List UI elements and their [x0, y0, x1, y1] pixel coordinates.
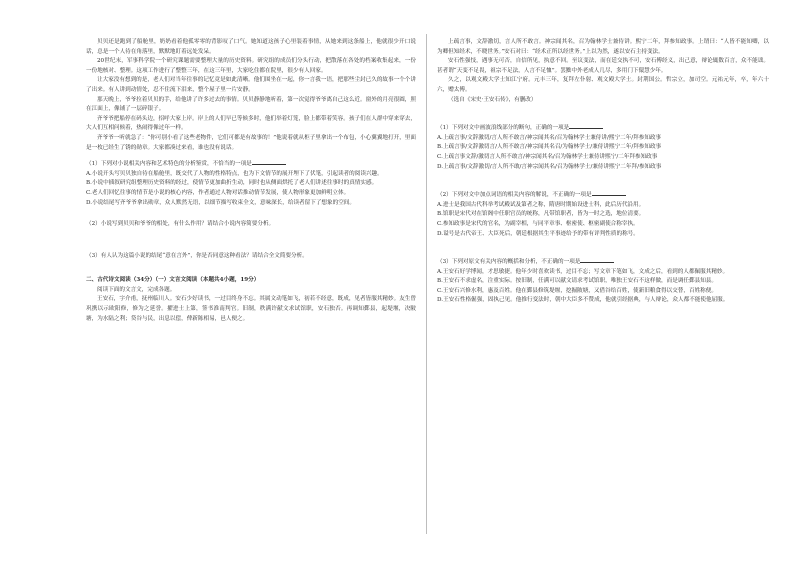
option-a: A.小说开头写贝贝独自待在船舱里，既交代了人物的性格特点，也为下文情节的展开埋下了伏笔，引起读者的阅读兴趣。 — [86, 170, 383, 177]
question-2-stem: （2）小说写到贝贝和爷爷的相处，有什么作用？请结合小说内容简要分析。 — [86, 221, 275, 228]
option-a: A.王安石好学博闻，才思敏捷。他年少时喜欢读书，过目不忘；写文章下笔如飞，文成之后，看到的人都佩服其精妙。 — [437, 268, 729, 275]
wenyan-paragraph: 王安石，字介甫，抚州临川人。安石少好读书，一过目终身不忘。其属文动笔如飞，初若不经意，既成，见者皆服其精妙。友生曾巩携以示欧阳修，修为之延誉。擢进士上第，签书淮南判官。旧制，秩满许献文求试馆职，安石独否。再调知鄞县，起堤堰，决陂塘，为水陆之利；贷谷与民，出息以偿，俾新陈相易，邑人便之。 — [86, 296, 416, 322]
column-divider — [426, 34, 427, 534]
option-d: D.小说结尾写齐爷爷拿出勋章，众人默然无语，以细节描写收束全文，意味深长，给读者留下了想象的空间。 — [86, 199, 355, 206]
wenyan-paragraph: 久之，以观文殿大学士知江宁府。元丰三年，复拜左仆射、观文殿大学士。封荆国公。哲宗立，加司空。元祐元年，卒，年六十六，赠太傅。 — [437, 77, 769, 93]
option-c: C.老人们回忆往事的情节是小说的核心内容，作者通过人物对话推动情节发展，使人物形象更加鲜明立体。 — [86, 189, 350, 196]
option-c: C.参知政事是宋代的官名，为副宰相，与同平章事、枢密使、枢密副使合称宰执。 — [437, 220, 639, 227]
question-1-stem: （1）下列对文中画波浪线部分的断句，正确的一项是 — [437, 121, 769, 134]
question-2-stem: （2）下列对文中加点词语的相关内容的解说，不正确的一项是 — [437, 188, 769, 201]
passage-paragraph: 齐爷爷一听就急了：“你可别小看了这些老物件，它们可都是有故事的！”他说着就从柜子里拿出一个布包，小心翼翼地打开，里面是一枚已经生了锈的勋章。大家都凑过来看，谁也没有说话。 — [86, 134, 416, 151]
passage-paragraph: 齐爷爷把船停在码头边，招呼大家上岸。岸上的人们早已等候多时，他们举着灯笼，脸上都带着笑容。孩子们在人群中穿来穿去，大人们互相问候着，热闹得像过年一样。 — [86, 115, 416, 132]
option-b: B.馆职是宋代对在馆阁中任职官员的统称，凡带馆职者，皆为一时之选，地位清要。 — [437, 211, 645, 218]
answer-blank — [592, 188, 626, 196]
question-3-stem: （3）有人认为这篇小说的结尾“意在言外”，你是否同意这种看法？请结合全文简要分析。 — [86, 252, 308, 259]
passage-paragraph: 20世纪末，军事科学院一个研究课题需要整理大量的历史资料。研究组的成员们分头行动，把散落在各处的档案收集起来，一份一份地核对、整理。这项工作进行了整整三年，在这三年里，大家吃住都在院里，很少有人回家。 — [86, 58, 416, 74]
passage-paragraph: 贝贝还是跑到了船舱里，奶奶看着他孤零零的背影叹了口气。她知道这孩子心里装着事情，从她来到这条船上，他就很少开口说话，总是一个人待在角落里，默默地盯着远处发呆。 — [86, 39, 416, 55]
section-heading: 二、古代诗文阅读（34分）（一）文言文阅读（本题共4小题，19分） — [86, 277, 260, 284]
wenyan-paragraph: 上疏言事，文辞激切，言人所不敢言。神宗闻其名，召为翰林学士兼侍讲。熙宁二年，拜参知政事。上谓曰：“人皆不能知卿，以为卿但知经术，不晓世务。”安石对曰：“经术正所以经世务。”上以为然，遂以安石主持变法。 — [437, 39, 769, 55]
left-column — [86, 38, 416, 324]
option-d: D.王安石性格倔强，固执己见。他推行变法时，朝中大臣多不赞成，他就引经据典，与人辩论，众人都不能使他屈服。 — [437, 297, 729, 304]
option-b: B.王安石不求虚名，注重实际。按旧制，任满可以献文请求考试馆职，唯独王安石不这样做，而是调任鄞县知县。 — [437, 278, 717, 285]
passage-paragraph: 让大家没有想到的是，老人们对当年往事的记忆竟是如此清晰。他们围坐在一起，你一言我一语，把那些尘封已久的故事一个个讲了出来。有人讲到动情处，忍不住流下泪来，整个屋子里一片安静。 — [86, 77, 416, 93]
option-d: D.上疏言事/文辞激切/言人所不敢/言神宗闻其名/召为翰林学士/兼侍讲熙宁二年拜/参知政事 — [437, 163, 662, 170]
right-column — [437, 38, 769, 306]
option-c: C.王安石兴修水利，惠及百姓。他在鄞县修筑堤堰，挖掘陂塘，又借谷给百姓，使新旧粮食得以交替，百姓称便。 — [437, 287, 717, 294]
option-b: B.上疏言事/文辞激切言/人所不敢言/神宗闻其名召/为翰林学士/兼侍讲熙宁二年/拜参知政事 — [437, 144, 662, 151]
answer-blank — [580, 255, 614, 263]
option-a: A.上疏言事/文辞激切/言人所不敢言/神宗闻其名/召为翰林学士兼侍讲/熙宁二年/拜参知政事 — [437, 134, 662, 141]
answer-blank — [252, 157, 286, 165]
source-note: （选自《宋史·王安石传》，有删改） — [448, 96, 537, 103]
option-b: B.小说中插叙研究组整理历史资料的经过，使情节更加曲折生动，同时也从侧面烘托了老人们讲述往事时的真情实感。 — [86, 180, 378, 187]
wenyan-paragraph: 安石性强忮，遇事无可否，自信所见，执意不回。至议变法，而在廷交执不可，安石傅经义，出己意，辩论辄数百言，众不能诎。甚者谓“天变不足畏，祖宗不足法，人言不足恤”。罢黜中外老成人几尽，多用门下儇慧少年。 — [437, 58, 769, 74]
option-d: D.谥号是古代帝王、大臣死后，朝廷根据其生平事迹给予的带有评判性质的称号。 — [437, 230, 639, 237]
question-3-stem: （3）下列对原文有关内容的概括和分析，不正确的一项是 — [437, 255, 769, 268]
reading-instruction: 阅读下面的文言文，完成各题。 — [97, 286, 176, 293]
question-1-stem: （1）下列对小说相关内容和艺术特色的分析鉴赏，不恰当的一项是 — [86, 157, 416, 170]
option-c: C.上疏言事文辞/激切言人所不敢言/神宗闻其名/召为翰林学士兼侍讲熙宁/二年拜参知政事 — [437, 153, 658, 160]
answer-blank — [569, 121, 603, 129]
option-a: A.进士是我国古代科举考试殿试及第者之称，隋唐时期始设进士科，此后历代沿用。 — [437, 201, 645, 208]
passage-paragraph: 那天晚上，爷爷拉着贝贝的手，给他讲了许多过去的事情。贝贝静静地听着，第一次觉得爷爷离自己这么近。窗外的月亮很圆，照在江面上，像铺了一层碎银子。 — [86, 96, 416, 113]
